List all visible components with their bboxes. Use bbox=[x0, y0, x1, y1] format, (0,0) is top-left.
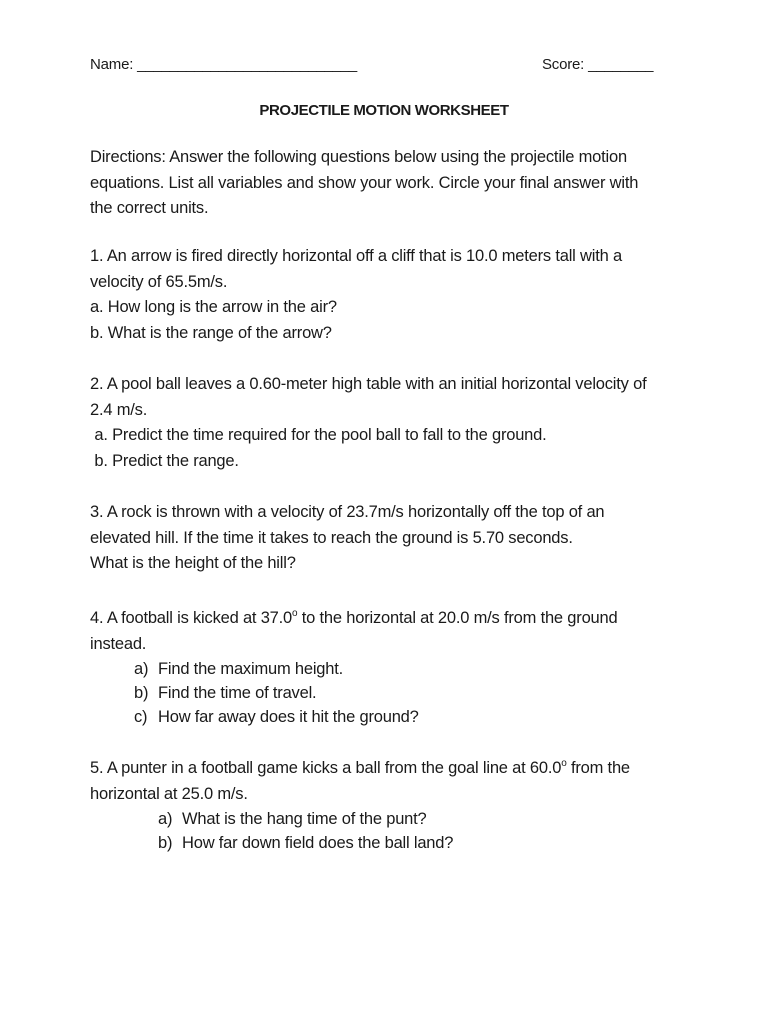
question-5-line bbox=[90, 756, 690, 782]
question-3-line: elevated hill. If the time it takes to reach the ground is 5.70 seconds. bbox=[90, 528, 573, 547]
question-4-part-a bbox=[90, 657, 690, 681]
page-title: PROJECTILE MOTION WORKSHEET bbox=[259, 102, 509, 119]
part-text: What is the hang time of the punt? bbox=[182, 810, 427, 828]
question-5-parts bbox=[90, 807, 690, 855]
question-1 bbox=[90, 244, 690, 346]
question-5-part-b bbox=[90, 831, 690, 855]
part-marker: c) bbox=[134, 708, 148, 726]
degree-symbol: o bbox=[292, 608, 298, 619]
question-2-part-a: a. Predict the time required for the pool ball to fall to the ground. bbox=[90, 426, 547, 444]
question-5-text-start: 5. A punter in a football game kicks a ball from the goal line at 60.0 bbox=[90, 759, 562, 777]
question-2-line: 2. A pool ball leaves a 0.60-meter high table with an initial horizontal velocity of bbox=[90, 375, 647, 393]
degree-symbol: o bbox=[561, 758, 567, 769]
part-text: Find the time of travel. bbox=[158, 684, 317, 702]
part-marker: a) bbox=[134, 660, 149, 678]
part-text: Find the maximum height. bbox=[158, 660, 344, 678]
question-4-line: instead. bbox=[90, 634, 147, 653]
directions-line: equations. List all variables and show your work. Circle your final answer with bbox=[90, 173, 639, 192]
question-5-line: horizontal at 25.0 m/s. bbox=[90, 784, 248, 803]
question-5-part-a bbox=[90, 807, 690, 831]
question-2-line: 2.4 m/s. bbox=[90, 400, 148, 419]
question-3 bbox=[90, 500, 690, 577]
part-text: How far away does it hit the ground? bbox=[158, 708, 419, 726]
question-4-part-c bbox=[90, 705, 690, 729]
part-text: How far down field does the ball land? bbox=[182, 834, 454, 852]
directions-paragraph bbox=[90, 145, 690, 222]
question-2-part-b: b. Predict the range. bbox=[90, 451, 239, 470]
question-5-text-end: from the bbox=[566, 759, 630, 777]
question-5 bbox=[90, 756, 690, 855]
question-2 bbox=[90, 372, 690, 474]
question-1-part-b: b. What is the range of the arrow? bbox=[90, 323, 332, 342]
question-1-part-a: a. How long is the arrow in the air? bbox=[90, 298, 337, 316]
part-marker: b) bbox=[158, 834, 173, 852]
question-4 bbox=[90, 606, 690, 729]
directions-line: the correct units. bbox=[90, 199, 209, 217]
question-4-part-b bbox=[90, 681, 690, 705]
question-4-line bbox=[90, 606, 690, 632]
question-1-line: 1. An arrow is fired directly horizontal off a cliff that is 10.0 meters tall with a bbox=[90, 247, 622, 265]
question-3-line: What is the height of the hill? bbox=[90, 554, 296, 572]
question-1-line: velocity of 65.5m/s. bbox=[90, 272, 228, 291]
question-4-text-start: 4. A football is kicked at 37.0 bbox=[90, 609, 293, 627]
directions-line: Directions: Answer the following questions below using the projectile motion bbox=[90, 148, 627, 166]
part-marker: b) bbox=[134, 684, 149, 702]
score-field-label: Score: ________ bbox=[542, 56, 654, 73]
part-marker: a) bbox=[158, 810, 173, 828]
question-4-text-end: to the horizontal at 20.0 m/s from the ground bbox=[297, 609, 618, 627]
name-field-label: Name: ___________________________ bbox=[90, 56, 357, 73]
question-3-line: 3. A rock is thrown with a velocity of 23.7m/s horizontally off the top of an bbox=[90, 503, 605, 521]
question-4-parts bbox=[90, 657, 690, 729]
